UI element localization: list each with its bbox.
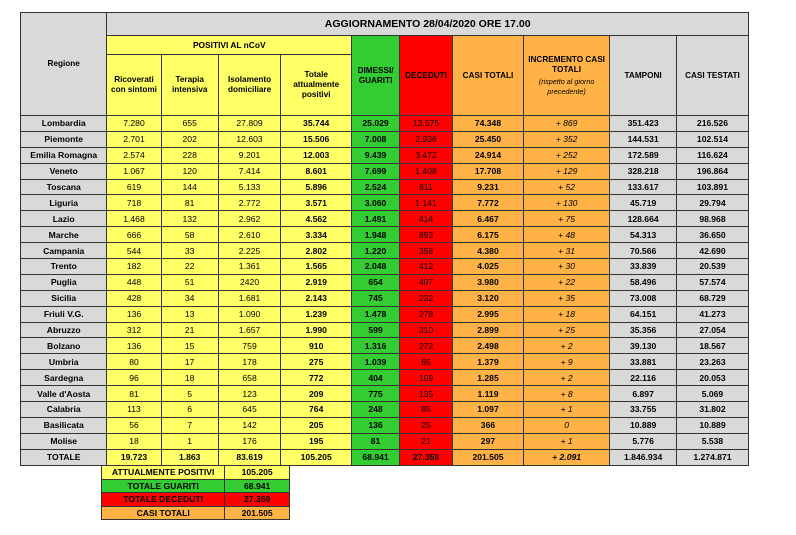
row-regione: Abruzzo bbox=[21, 322, 107, 338]
row-casi-testati: 20.053 bbox=[676, 370, 748, 386]
total-row bbox=[21, 449, 749, 465]
row-tamponi: 73.008 bbox=[610, 290, 677, 306]
row-casi-testati: 57.574 bbox=[676, 274, 748, 290]
row-tamponi: 133.617 bbox=[610, 179, 677, 195]
header-incremento bbox=[523, 36, 609, 116]
row-dimessi: 404 bbox=[352, 370, 400, 386]
table-row bbox=[21, 306, 749, 322]
row-tamponi: 70.566 bbox=[610, 243, 677, 259]
row-totale-positivi: 5.896 bbox=[281, 179, 352, 195]
row-terapia: 6 bbox=[161, 402, 218, 418]
row-incremento: + 2 bbox=[523, 338, 609, 354]
header-regione: Regione bbox=[21, 13, 107, 116]
row-isolamento: 12.603 bbox=[218, 131, 280, 147]
header-terapia: Terapia intensiva bbox=[161, 55, 218, 116]
row-terapia: 228 bbox=[161, 147, 218, 163]
row-ricoverati: 2.701 bbox=[107, 131, 161, 147]
table-row bbox=[21, 147, 749, 163]
row-casi-totali: 2.995 bbox=[453, 306, 524, 322]
header-positivi-group: POSITIVI AL nCoV bbox=[107, 36, 352, 55]
row-incremento: + 252 bbox=[523, 147, 609, 163]
row-dimessi: 9.439 bbox=[352, 147, 400, 163]
row-dimessi: 1.491 bbox=[352, 211, 400, 227]
row-deceduti: 3.472 bbox=[399, 147, 452, 163]
table-row bbox=[21, 195, 749, 211]
row-isolamento: 178 bbox=[218, 354, 280, 370]
row-regione: Lombardia bbox=[21, 116, 107, 132]
total-casi-totali: 201.505 bbox=[453, 449, 524, 465]
row-regione: Campania bbox=[21, 243, 107, 259]
row-casi-testati: 102.514 bbox=[676, 131, 748, 147]
row-terapia: 144 bbox=[161, 179, 218, 195]
row-incremento: + 25 bbox=[523, 322, 609, 338]
row-dimessi: 7.008 bbox=[352, 131, 400, 147]
row-dimessi: 248 bbox=[352, 402, 400, 418]
row-dimessi: 1.220 bbox=[352, 243, 400, 259]
summary-label: CASI TOTALI bbox=[102, 506, 225, 520]
row-casi-totali: 297 bbox=[453, 433, 524, 449]
row-tamponi: 22.116 bbox=[610, 370, 677, 386]
table-row bbox=[21, 402, 749, 418]
row-deceduti: 232 bbox=[399, 290, 452, 306]
row-tamponi: 351.423 bbox=[610, 116, 677, 132]
row-totale-positivi: 910 bbox=[281, 338, 352, 354]
row-terapia: 1 bbox=[161, 433, 218, 449]
row-casi-testati: 10.889 bbox=[676, 417, 748, 433]
row-deceduti: 811 bbox=[399, 179, 452, 195]
row-incremento: + 31 bbox=[523, 243, 609, 259]
row-casi-totali: 6.467 bbox=[453, 211, 524, 227]
row-casi-testati: 31.802 bbox=[676, 402, 748, 418]
row-terapia: 7 bbox=[161, 417, 218, 433]
total-incremento: + 2.091 bbox=[523, 449, 609, 465]
row-isolamento: 5.133 bbox=[218, 179, 280, 195]
row-incremento: + 9 bbox=[523, 354, 609, 370]
total-ricoverati: 19.723 bbox=[107, 449, 161, 465]
row-dimessi: 654 bbox=[352, 274, 400, 290]
row-regione: Valle d'Aosta bbox=[21, 386, 107, 402]
table-row bbox=[21, 274, 749, 290]
row-deceduti: 2.936 bbox=[399, 131, 452, 147]
row-casi-totali: 9.231 bbox=[453, 179, 524, 195]
row-dimessi: 599 bbox=[352, 322, 400, 338]
row-incremento: + 30 bbox=[523, 259, 609, 275]
row-tamponi: 45.719 bbox=[610, 195, 677, 211]
row-dimessi: 1.948 bbox=[352, 227, 400, 243]
row-totale-positivi: 772 bbox=[281, 370, 352, 386]
row-regione: Umbria bbox=[21, 354, 107, 370]
row-isolamento: 7.414 bbox=[218, 163, 280, 179]
row-deceduti: 407 bbox=[399, 274, 452, 290]
row-regione: Piemonte bbox=[21, 131, 107, 147]
row-incremento: + 2 bbox=[523, 370, 609, 386]
update-title: AGGIORNAMENTO 28/04/2020 ORE 17.00 bbox=[107, 13, 749, 36]
header-casi-testati: CASI TESTATI bbox=[676, 36, 748, 116]
row-casi-testati: 68.729 bbox=[676, 290, 748, 306]
row-ricoverati: 718 bbox=[107, 195, 161, 211]
header-incremento-label: INCREMENTO CASI TOTALI bbox=[528, 54, 605, 74]
row-tamponi: 6.897 bbox=[610, 386, 677, 402]
row-terapia: 15 bbox=[161, 338, 218, 354]
row-isolamento: 2.610 bbox=[218, 227, 280, 243]
row-isolamento: 2.225 bbox=[218, 243, 280, 259]
row-casi-testati: 5.069 bbox=[676, 386, 748, 402]
row-tamponi: 58.496 bbox=[610, 274, 677, 290]
table-row bbox=[21, 290, 749, 306]
total-isolamento: 83.619 bbox=[218, 449, 280, 465]
row-totale-positivi: 1.990 bbox=[281, 322, 352, 338]
table-row bbox=[21, 259, 749, 275]
row-totale-positivi: 2.802 bbox=[281, 243, 352, 259]
row-totale-positivi: 195 bbox=[281, 433, 352, 449]
row-isolamento: 2.962 bbox=[218, 211, 280, 227]
row-isolamento: 1.361 bbox=[218, 259, 280, 275]
row-regione: Calabria bbox=[21, 402, 107, 418]
row-ricoverati: 7.280 bbox=[107, 116, 161, 132]
table-row bbox=[21, 163, 749, 179]
row-totale-positivi: 35.744 bbox=[281, 116, 352, 132]
row-deceduti: 65 bbox=[399, 354, 452, 370]
row-ricoverati: 666 bbox=[107, 227, 161, 243]
row-incremento: + 22 bbox=[523, 274, 609, 290]
row-dimessi: 745 bbox=[352, 290, 400, 306]
row-ricoverati: 2.574 bbox=[107, 147, 161, 163]
row-casi-testati: 116.624 bbox=[676, 147, 748, 163]
row-ricoverati: 18 bbox=[107, 433, 161, 449]
row-tamponi: 33.881 bbox=[610, 354, 677, 370]
row-dimessi: 25.029 bbox=[352, 116, 400, 132]
row-totale-positivi: 2.143 bbox=[281, 290, 352, 306]
row-incremento: + 75 bbox=[523, 211, 609, 227]
row-totale-positivi: 3.571 bbox=[281, 195, 352, 211]
row-incremento: + 8 bbox=[523, 386, 609, 402]
row-casi-totali: 4.025 bbox=[453, 259, 524, 275]
summary-row bbox=[102, 466, 290, 480]
row-terapia: 202 bbox=[161, 131, 218, 147]
row-totale-positivi: 8.601 bbox=[281, 163, 352, 179]
row-totale-positivi: 205 bbox=[281, 417, 352, 433]
row-regione: Puglia bbox=[21, 274, 107, 290]
row-tamponi: 144.531 bbox=[610, 131, 677, 147]
header-tamponi: TAMPONI bbox=[610, 36, 677, 116]
row-totale-positivi: 12.003 bbox=[281, 147, 352, 163]
row-totale-positivi: 4.562 bbox=[281, 211, 352, 227]
row-dimessi: 1.039 bbox=[352, 354, 400, 370]
row-dimessi: 1.316 bbox=[352, 338, 400, 354]
row-isolamento: 176 bbox=[218, 433, 280, 449]
row-casi-totali: 1.119 bbox=[453, 386, 524, 402]
header-deceduti: DECEDUTI bbox=[399, 36, 452, 116]
row-casi-totali: 25.450 bbox=[453, 131, 524, 147]
table-row bbox=[21, 116, 749, 132]
row-casi-testati: 42.690 bbox=[676, 243, 748, 259]
row-casi-totali: 7.772 bbox=[453, 195, 524, 211]
row-regione: Lazio bbox=[21, 211, 107, 227]
row-casi-totali: 3.120 bbox=[453, 290, 524, 306]
row-casi-totali: 1.285 bbox=[453, 370, 524, 386]
summary-row bbox=[102, 493, 290, 507]
row-casi-totali: 74.348 bbox=[453, 116, 524, 132]
row-terapia: 34 bbox=[161, 290, 218, 306]
row-tamponi: 35.356 bbox=[610, 322, 677, 338]
summary-label: TOTALE DECEDUTI bbox=[102, 493, 225, 507]
row-incremento: + 52 bbox=[523, 179, 609, 195]
row-deceduti: 1.141 bbox=[399, 195, 452, 211]
row-regione: Veneto bbox=[21, 163, 107, 179]
row-terapia: 655 bbox=[161, 116, 218, 132]
row-casi-testati: 29.794 bbox=[676, 195, 748, 211]
row-ricoverati: 544 bbox=[107, 243, 161, 259]
row-incremento: + 129 bbox=[523, 163, 609, 179]
row-ricoverati: 428 bbox=[107, 290, 161, 306]
row-tamponi: 64.151 bbox=[610, 306, 677, 322]
row-totale-positivi: 209 bbox=[281, 386, 352, 402]
row-terapia: 21 bbox=[161, 322, 218, 338]
table-row bbox=[21, 370, 749, 386]
summary-value: 27.359 bbox=[225, 493, 290, 507]
row-casi-totali: 2.899 bbox=[453, 322, 524, 338]
summary-body bbox=[102, 466, 290, 520]
row-dimessi: 1.478 bbox=[352, 306, 400, 322]
total-terapia: 1.863 bbox=[161, 449, 218, 465]
row-incremento: + 35 bbox=[523, 290, 609, 306]
row-dimessi: 2.524 bbox=[352, 179, 400, 195]
row-tamponi: 33.839 bbox=[610, 259, 677, 275]
table-row bbox=[21, 338, 749, 354]
summary-value: 105.205 bbox=[225, 466, 290, 480]
row-isolamento: 759 bbox=[218, 338, 280, 354]
summary-label: TOTALE GUARITI bbox=[102, 479, 225, 493]
row-ricoverati: 182 bbox=[107, 259, 161, 275]
row-incremento: + 48 bbox=[523, 227, 609, 243]
row-incremento: + 869 bbox=[523, 116, 609, 132]
header-ricoverati: Ricoverati con sintomi bbox=[107, 55, 161, 116]
row-isolamento: 1.681 bbox=[218, 290, 280, 306]
row-totale-positivi: 764 bbox=[281, 402, 352, 418]
row-regione: Trento bbox=[21, 259, 107, 275]
row-casi-totali: 2.498 bbox=[453, 338, 524, 354]
row-isolamento: 123 bbox=[218, 386, 280, 402]
row-tamponi: 54.313 bbox=[610, 227, 677, 243]
row-regione: Sicilia bbox=[21, 290, 107, 306]
row-deceduti: 1.408 bbox=[399, 163, 452, 179]
row-ricoverati: 619 bbox=[107, 179, 161, 195]
row-deceduti: 414 bbox=[399, 211, 452, 227]
row-casi-totali: 1.379 bbox=[453, 354, 524, 370]
row-ricoverati: 1.468 bbox=[107, 211, 161, 227]
row-deceduti: 25 bbox=[399, 417, 452, 433]
row-totale-positivi: 2.919 bbox=[281, 274, 352, 290]
row-terapia: 81 bbox=[161, 195, 218, 211]
row-isolamento: 2420 bbox=[218, 274, 280, 290]
row-casi-testati: 36.650 bbox=[676, 227, 748, 243]
row-tamponi: 328.218 bbox=[610, 163, 677, 179]
row-isolamento: 2.772 bbox=[218, 195, 280, 211]
row-ricoverati: 56 bbox=[107, 417, 161, 433]
row-regione: Liguria bbox=[21, 195, 107, 211]
row-tamponi: 172.589 bbox=[610, 147, 677, 163]
header-totale-positivi: Totale attualmente positivi bbox=[281, 55, 352, 116]
row-regione: Molise bbox=[21, 433, 107, 449]
table-row bbox=[21, 386, 749, 402]
row-totale-positivi: 15.506 bbox=[281, 131, 352, 147]
row-totale-positivi: 3.334 bbox=[281, 227, 352, 243]
row-casi-testati: 196.864 bbox=[676, 163, 748, 179]
row-terapia: 18 bbox=[161, 370, 218, 386]
header-dimessi: DIMESSI/ GUARITI bbox=[352, 36, 400, 116]
row-incremento: + 1 bbox=[523, 402, 609, 418]
row-casi-testati: 18.567 bbox=[676, 338, 748, 354]
row-casi-testati: 98.968 bbox=[676, 211, 748, 227]
row-isolamento: 1.657 bbox=[218, 322, 280, 338]
row-deceduti: 21 bbox=[399, 433, 452, 449]
header-casi-totali: CASI TOTALI bbox=[453, 36, 524, 116]
row-deceduti: 310 bbox=[399, 322, 452, 338]
row-ricoverati: 113 bbox=[107, 402, 161, 418]
row-totale-positivi: 1.239 bbox=[281, 306, 352, 322]
total-regione: TOTALE bbox=[21, 449, 107, 465]
row-casi-totali: 4.380 bbox=[453, 243, 524, 259]
row-dimessi: 775 bbox=[352, 386, 400, 402]
summary-value: 201.505 bbox=[225, 506, 290, 520]
row-regione: Basilicata bbox=[21, 417, 107, 433]
row-ricoverati: 81 bbox=[107, 386, 161, 402]
row-casi-totali: 3.980 bbox=[453, 274, 524, 290]
row-deceduti: 412 bbox=[399, 259, 452, 275]
row-ricoverati: 96 bbox=[107, 370, 161, 386]
row-incremento: 0 bbox=[523, 417, 609, 433]
total-dimessi: 68.941 bbox=[352, 449, 400, 465]
row-terapia: 120 bbox=[161, 163, 218, 179]
row-isolamento: 658 bbox=[218, 370, 280, 386]
total-tamponi: 1.846.934 bbox=[610, 449, 677, 465]
row-incremento: + 18 bbox=[523, 306, 609, 322]
row-regione: Marche bbox=[21, 227, 107, 243]
row-regione: Toscana bbox=[21, 179, 107, 195]
row-casi-testati: 23.263 bbox=[676, 354, 748, 370]
row-casi-totali: 24.914 bbox=[453, 147, 524, 163]
row-deceduti: 358 bbox=[399, 243, 452, 259]
row-isolamento: 142 bbox=[218, 417, 280, 433]
row-tamponi: 128.664 bbox=[610, 211, 677, 227]
table-body bbox=[21, 116, 749, 466]
table-row bbox=[21, 433, 749, 449]
row-isolamento: 27.809 bbox=[218, 116, 280, 132]
total-totale-positivi: 105.205 bbox=[281, 449, 352, 465]
row-isolamento: 645 bbox=[218, 402, 280, 418]
row-tamponi: 10.889 bbox=[610, 417, 677, 433]
table-row bbox=[21, 322, 749, 338]
row-terapia: 132 bbox=[161, 211, 218, 227]
row-dimessi: 7.699 bbox=[352, 163, 400, 179]
row-dimessi: 81 bbox=[352, 433, 400, 449]
row-casi-testati: 216.526 bbox=[676, 116, 748, 132]
row-terapia: 13 bbox=[161, 306, 218, 322]
row-casi-testati: 20.539 bbox=[676, 259, 748, 275]
table-row bbox=[21, 354, 749, 370]
row-ricoverati: 136 bbox=[107, 306, 161, 322]
row-regione: Friuli V.G. bbox=[21, 306, 107, 322]
row-deceduti: 135 bbox=[399, 386, 452, 402]
row-casi-totali: 1.097 bbox=[453, 402, 524, 418]
row-casi-totali: 6.175 bbox=[453, 227, 524, 243]
table-row bbox=[21, 211, 749, 227]
summary-value: 68.941 bbox=[225, 479, 290, 493]
row-tamponi: 39.130 bbox=[610, 338, 677, 354]
row-ricoverati: 136 bbox=[107, 338, 161, 354]
row-tamponi: 5.776 bbox=[610, 433, 677, 449]
row-dimessi: 2.048 bbox=[352, 259, 400, 275]
row-incremento: + 1 bbox=[523, 433, 609, 449]
row-casi-testati: 103.891 bbox=[676, 179, 748, 195]
table-row bbox=[21, 417, 749, 433]
row-terapia: 58 bbox=[161, 227, 218, 243]
row-incremento: + 130 bbox=[523, 195, 609, 211]
row-tamponi: 33.755 bbox=[610, 402, 677, 418]
total-casi-testati: 1.274.871 bbox=[676, 449, 748, 465]
table-row bbox=[21, 131, 749, 147]
row-totale-positivi: 275 bbox=[281, 354, 352, 370]
row-dimessi: 3.060 bbox=[352, 195, 400, 211]
row-incremento: + 352 bbox=[523, 131, 609, 147]
row-regione: Emilia Romagna bbox=[21, 147, 107, 163]
row-terapia: 22 bbox=[161, 259, 218, 275]
row-deceduti: 278 bbox=[399, 306, 452, 322]
row-deceduti: 893 bbox=[399, 227, 452, 243]
row-isolamento: 1.090 bbox=[218, 306, 280, 322]
row-terapia: 17 bbox=[161, 354, 218, 370]
row-terapia: 33 bbox=[161, 243, 218, 259]
summary-table bbox=[101, 465, 290, 520]
header-isolamento: Isolamento domiciliare bbox=[218, 55, 280, 116]
row-ricoverati: 448 bbox=[107, 274, 161, 290]
row-deceduti: 109 bbox=[399, 370, 452, 386]
row-terapia: 51 bbox=[161, 274, 218, 290]
row-deceduti: 85 bbox=[399, 402, 452, 418]
summary-row bbox=[102, 479, 290, 493]
row-ricoverati: 312 bbox=[107, 322, 161, 338]
row-ricoverati: 1.067 bbox=[107, 163, 161, 179]
row-casi-testati: 41.273 bbox=[676, 306, 748, 322]
row-totale-positivi: 1.565 bbox=[281, 259, 352, 275]
regional-data-table bbox=[20, 12, 749, 466]
row-regione: Bolzano bbox=[21, 338, 107, 354]
row-casi-totali: 366 bbox=[453, 417, 524, 433]
row-ricoverati: 80 bbox=[107, 354, 161, 370]
row-terapia: 5 bbox=[161, 386, 218, 402]
row-regione: Sardegna bbox=[21, 370, 107, 386]
table-row bbox=[21, 243, 749, 259]
summary-label: ATTUALMENTE POSITIVI bbox=[102, 466, 225, 480]
row-deceduti: 13.575 bbox=[399, 116, 452, 132]
total-deceduti: 27.359 bbox=[399, 449, 452, 465]
table-row bbox=[21, 227, 749, 243]
header-incremento-note: (rispetto al giorno precedente) bbox=[538, 76, 595, 96]
row-deceduti: 272 bbox=[399, 338, 452, 354]
summary-row bbox=[102, 506, 290, 520]
row-casi-testati: 27.054 bbox=[676, 322, 748, 338]
row-dimessi: 136 bbox=[352, 417, 400, 433]
table-row bbox=[21, 179, 749, 195]
row-isolamento: 9.201 bbox=[218, 147, 280, 163]
row-casi-testati: 5.538 bbox=[676, 433, 748, 449]
row-casi-totali: 17.708 bbox=[453, 163, 524, 179]
